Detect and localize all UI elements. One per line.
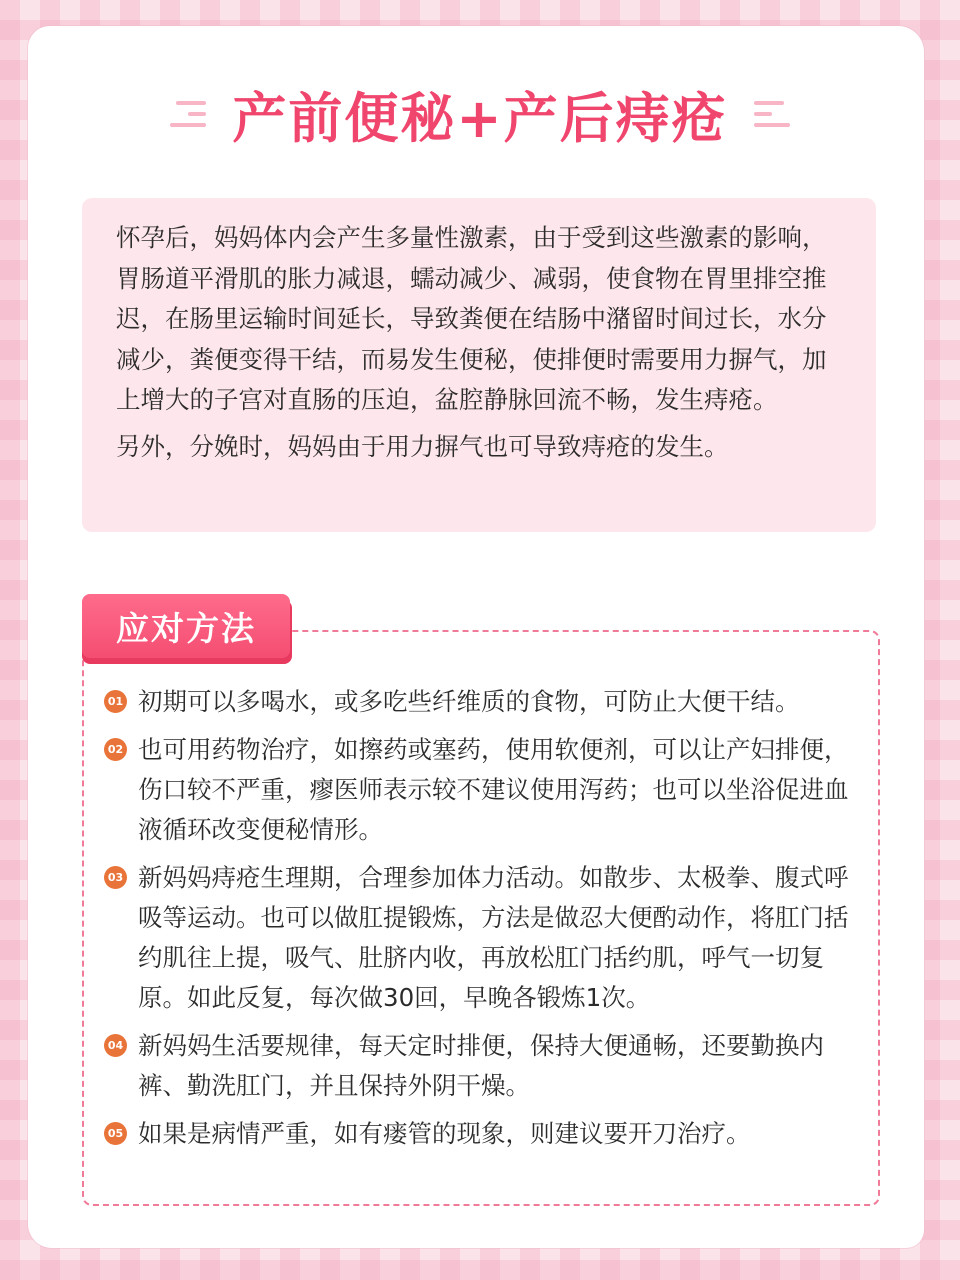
number-badge-icon: 03: [104, 866, 127, 889]
methods-heading: 应对方法: [82, 594, 290, 658]
method-text: 如果是病情严重，如有瘘管的现象，则建议要开刀治疗。: [138, 1119, 751, 1148]
number-badge-icon: 04: [104, 1034, 127, 1057]
page-title: 产前便秘+产后痔疮: [232, 86, 728, 150]
method-text: 初期可以多喝水，或多吃些纤维质的食物，可防止大便干结。: [138, 687, 800, 716]
method-item: [104, 682, 870, 722]
method-item: [104, 858, 870, 1018]
title-row: [0, 74, 960, 154]
method-text: 新妈妈生活要规律，每天定时排便，保持大便通畅，还要勤换内裤、勤洗肛门，并且保持外阴干燥。: [138, 1031, 824, 1100]
intro-paragraph: 另外，分娩时，妈妈由于用力摒气也可导致痔疮的发生。: [116, 431, 729, 461]
number-badge-icon: 02: [104, 738, 127, 761]
number-badge-icon: 05: [104, 1122, 127, 1145]
intro-box: [82, 198, 876, 532]
method-item: [104, 730, 870, 850]
number-badge-icon: 01: [104, 690, 127, 713]
methods-list: [104, 682, 870, 1162]
title-deco-lines-icon: [166, 99, 210, 129]
method-text: 也可用药物治疗，如擦药或塞药，使用软便剂，可以让产妇排便，伤口较不严重，瘳医师表示较不建议使用泻药；也可以坐浴促进血液循环改变便秘情形。: [138, 735, 849, 844]
method-text: 新妈妈痔疮生理期，合理参加体力活动。如散步、太极拳、腹式呼吸等运动。也可以做肛提锻炼，方法是做忍大便酌动作，将肛门括约肌往上提，吸气、肚脐内收，再放松肛门括约肌，呼气一切复原。如此反复，每次做30回，早晚各锻炼1次。: [138, 863, 849, 1012]
intro-paragraph: 怀孕后，妈妈体内会产生多量性激素，由于受到这些激素的影响，胃肠道平滑肌的胀力减退，蠕动减少、减弱，使食物在胃里排空推迟，在肠里运输时间延长，导致粪便在结肠中潴留时间过长，水分减少，粪便变得干结，而易发生便秘，使排便时需要用力摒气，加上增大的子宫对直肠的压迫，盆腔静脉回流不畅，发生痔疮。: [116, 223, 827, 414]
method-item: [104, 1026, 870, 1106]
method-item: [104, 1114, 870, 1154]
title-deco-lines-icon: [750, 99, 794, 129]
